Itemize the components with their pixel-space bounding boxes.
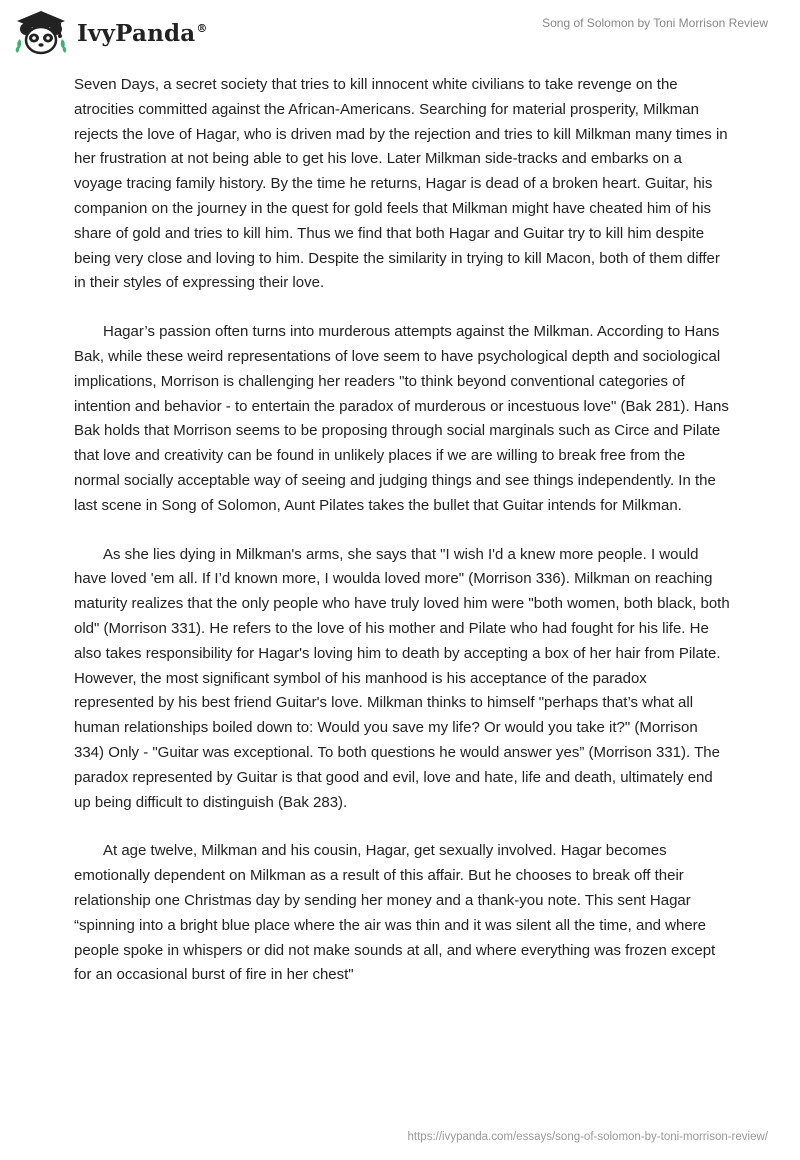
source-url[interactable]: https://ivypanda.com/essays/song-of-solomon-by-toni-morrison-review/ <box>407 1131 768 1143</box>
paragraph: At age twelve, Milkman and his cousin, Hagar, get sexually involved. Hagar becomes emotionally dependent on Milkman as a result of this affair. But he chooses to break off their relationship one Christmas day by sending her money and a thank-you note. This sent Hagar “spinning into a bright blue place where the air was thin and it was silent all the time, and where people spoke in whispers or did not make sounds at all, and where everything was frozen except for an occasional burst of fire in her chest" <box>74 842 716 984</box>
essay-body <box>74 73 730 1012</box>
registered-mark: ® <box>196 21 208 35</box>
brand-name-text: IvyPanda <box>77 19 196 47</box>
brand-name <box>77 20 208 47</box>
panda-graduate-icon <box>13 9 69 57</box>
paragraph: As she lies dying in Milkman's arms, she says that "I wish I'd a knew more people. I would have loved 'em all. If I’d known more, I woulda loved more" (Morrison 336). Milkman on reaching maturity realizes that the only people who have truly loved him were "both women, both black, both old" (Morrison 331). He refers to the love of his mother and Pilate who had fought for his life. He also takes responsibility for Hagar's loving him to death by accepting a box of her hair from Pilate. However, the most significant symbol of his manhood is his acceptance of the paradox represented by his best friend Guitar's love. Milkman thinks to himself "perhaps that’s what all human relationships boiled down to: Would you save my life? Or would you take it?" (Morrison 334) Only - "Guitar was exceptional. To both questions he would answer yes” (Morrison 331). The paradox represented by Guitar is that good and evil, love and hate, life and death, ultimately end up being difficult to distinguish (Bak 283). <box>74 545 730 811</box>
ivypanda-logo[interactable] <box>13 9 208 57</box>
paragraph: Seven Days, a secret society that tries to kill innocent white civilians to take revenge on the atrocities committed against the African-Americans. Searching for material prosperity, Milkman rejects the love of Hagar, who is driven mad by the rejection and tries to kill Milkman many times in her frustration at not being able to get his love. Later Milkman side-tracks and embarks on a voyage tracing family history. By the time he returns, Hagar is dead of a broken heart. Guitar, his companion on the journey in the quest for gold feels that Milkman might have cheated him of his share of gold and tries to kill him. Thus we find that both Hagar and Guitar try to kill him despite being very close and loving to him. Despite the similarity in trying to kill Macon, both of them differ in their styles of expressing their love. <box>74 76 728 292</box>
document-title: Song of Solomon by Toni Morrison Review <box>542 16 768 30</box>
paragraph: Hagar’s passion often turns into murderous attempts against the Milkman. According to Hans Bak, while these weird representations of love seem to have psychological depth and sociological implications, Morrison is challenging her readers "to think beyond conventional categories of intention and behavior - to entertain the paradox of murderous or incestuous love" (Bak 281). Hans Bak holds that Morrison seems to be proposing through social marginals such as Circe and Pilate that love and creativity can be found in unlikely places if we are willing to break free from the normal socially acceptable way of seeing and judging things and see things independently. In the last scene in Song of Solomon, Aunt Pilates takes the bullet that Guitar intends for Milkman. <box>74 323 729 514</box>
page-header <box>0 0 800 66</box>
